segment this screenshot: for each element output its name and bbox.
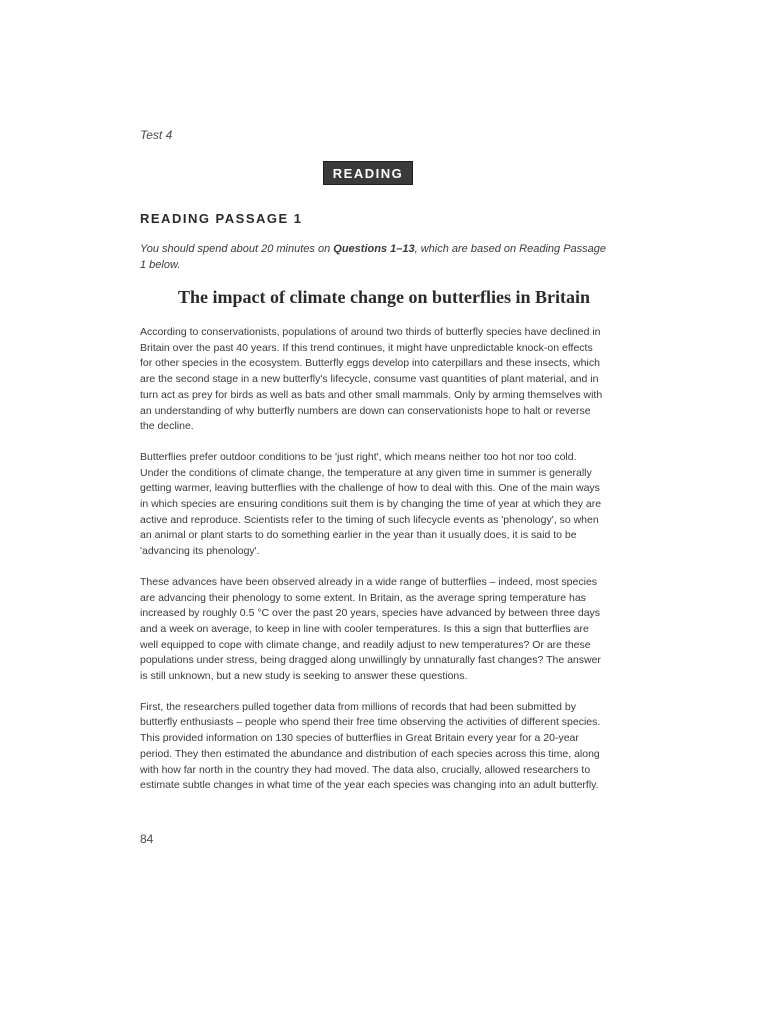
paragraph: These advances have been observed already in a wide range of butterflies – indeed, most species are advancing their phenology to some extent. In Britain, as the average spring temperature has increased by roughly 0.5 °C over the past 20 years, species have advanced by between three days and a week on average, to keep in line with cooler temperatures. Is this a sign that butterflies are well equipped to cope with climate change, and readily adjust to new temperatures? Or are these populations under stress, being dragged along unwillingly by unnaturally fast changes? The answer is still unknown, but a new study is seeking to answer these questions. (140, 575, 601, 683)
paragraph: According to conservationists, populations of around two thirds of butterfly species have declined in Britain over the past 40 years. If this trend continues, it might have unpredictable knock-on effects for other species in the ecosystem. Butterfly eggs develop into caterpillars and these insects, which are the second stage in a new butterfly's lifecycle, consume vast quantities of plant material, and in turn act as prey for birds as well as bats and other small mammals. Only by arming themselves with an understanding of why butterfly numbers are down can conservationists hope to halt or reverse the decline. (140, 326, 603, 433)
running-head: Test 4 (140, 128, 173, 142)
article-body (140, 325, 606, 809)
instructions-questions: Questions 1–13 (333, 243, 415, 255)
instructions-suffix: , which are based on Reading Passage 1 below. (140, 243, 606, 271)
paragraph: Butterflies prefer outdoor conditions to be 'just right', which means neither too hot nor too cold. Under the conditions of climate change, the temperature at any given time in summer is generally getting warmer, leaving butterflies with the challenge of how to deal with this. One of the main ways in which species are ensuring conditions suit them is by changing the time of year at which they are active and reproduce. Scientists refer to the timing of such lifecycle events as 'phenology', so when an animal or plant starts to do something earlier in the year than it usually does, it is said to be 'advancing its phenology'. (140, 450, 602, 558)
instructions-prefix: You should spend about 20 minutes on (140, 243, 334, 255)
passage-heading: READING PASSAGE 1 (140, 211, 303, 226)
article-title: The impact of climate change on butterflies in Britain (178, 287, 590, 307)
paragraph: First, the researchers pulled together data from millions of records that had been submitted by butterfly enthusiasts – people who spend their free time observing the activities of different species. This provided information on 130 species of butterflies in Great Britain every year for a 20-year period. They then estimated the abundance and distribution of each species across this time, along with how far north in the country they had moved. The data also, crucially, allowed researchers to estimate subtle changes in what time of the year each species was changing into an adult butterfly. (140, 700, 601, 792)
page-number: 84 (140, 832, 154, 846)
section-banner: READING (323, 161, 413, 185)
passage-instructions (140, 241, 610, 273)
